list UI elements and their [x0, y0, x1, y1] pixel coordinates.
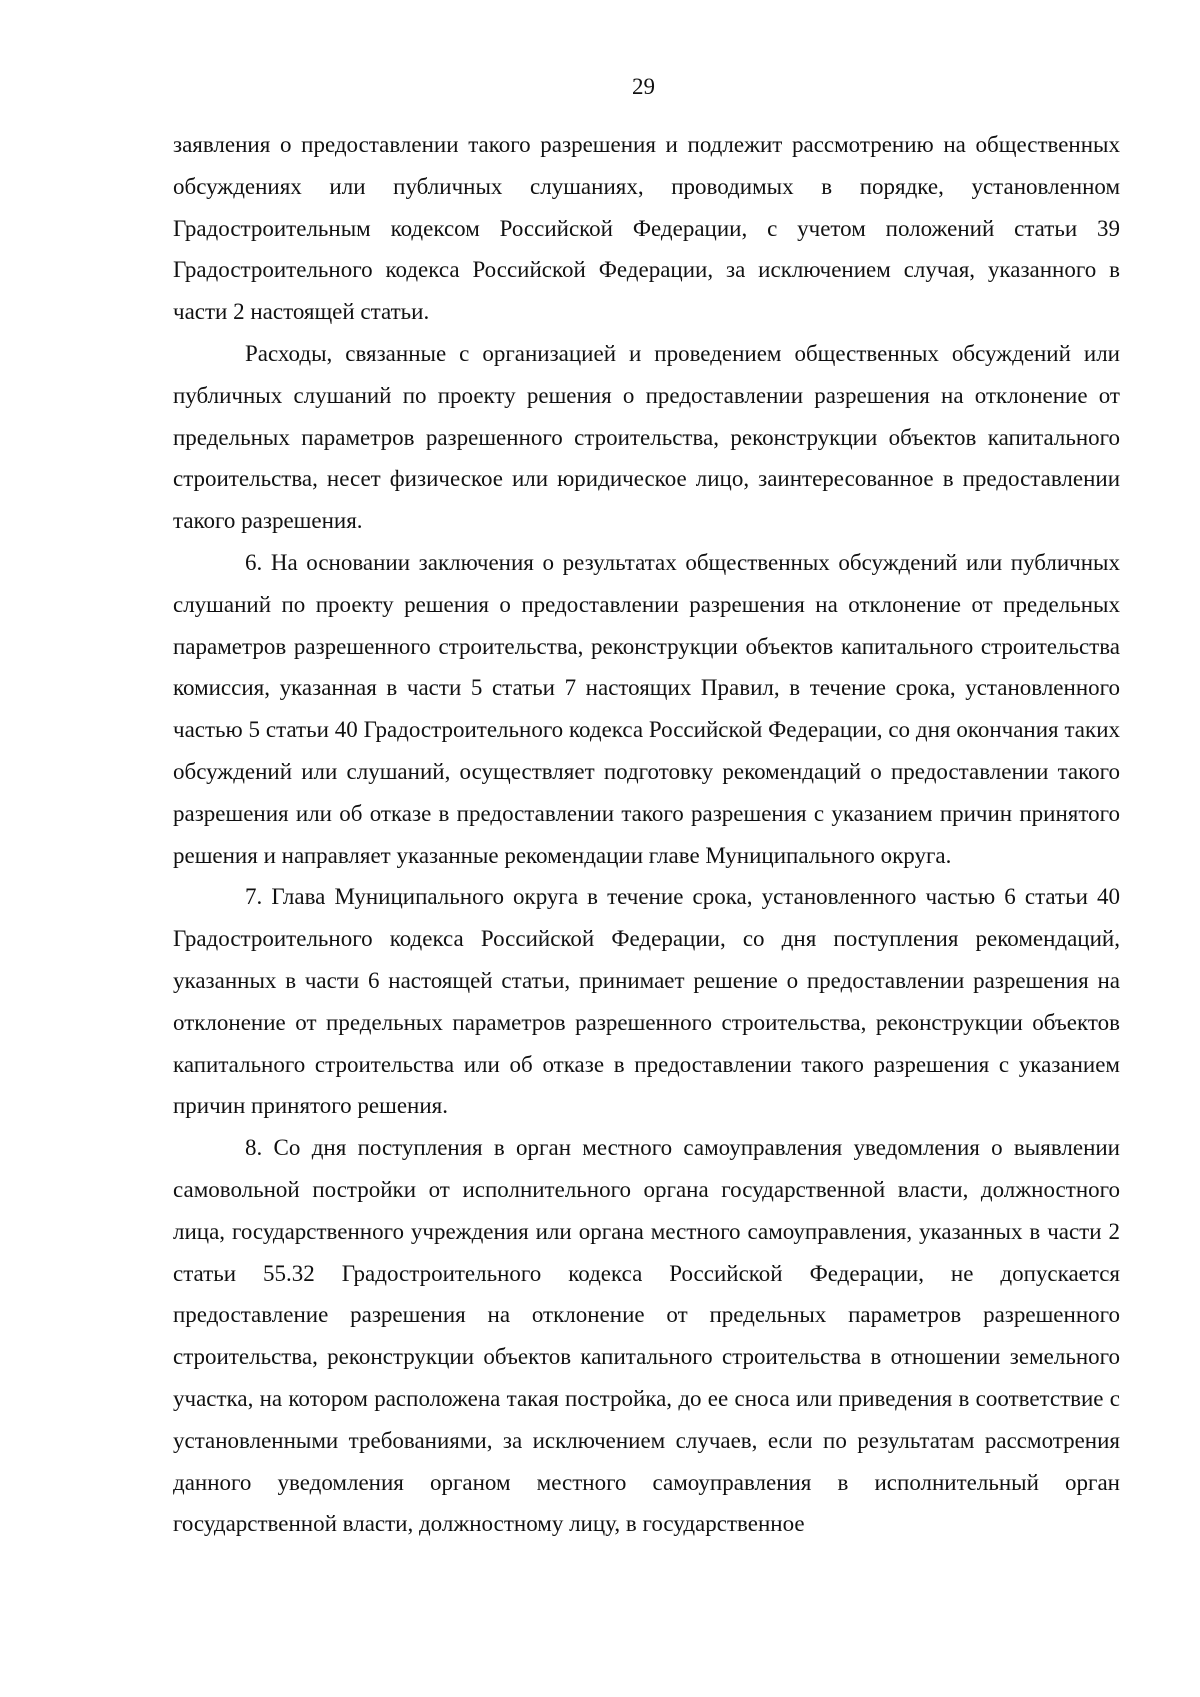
paragraph-continuation: заявления о предоставлении такого разрешения и подлежит рассмотрению на общественных обсуждениях или публичных слушаниях, проводимых в порядке, установленном Градостроительным кодексом Российской Федерации, с учетом положений статьи 39 Градостроительного кодекса Российской Федерации, за исключением случая, указанного в части 2 настоящей статьи. — [173, 132, 1120, 325]
paragraph-item-6: 6. На основании заключения о результатах общественных обсуждений или публичных слушаний по проекту решения о предоставлении разрешения на отклонение от предельных параметров разрешенного строительства, реконструкции объектов капитального строительства комиссия, указанная в части 5 статьи 7 настоящих Правил, в течение срока, установленного частью 5 статьи 40 Градостроительного кодекса Российской Федерации, со дня окончания таких обсуждений или слушаний, осуществляет подготовку рекомендаций о предоставлении такого разрешения или об отказе в предоставлении такого разрешения с указанием причин принятого решения и направляет указанные рекомендации главе Муниципального округа. — [173, 549, 1120, 868]
page-number: 29 — [632, 74, 655, 99]
paragraph-expenses: Расходы, связанные с организацией и проведением общественных обсуждений или публичных слушаний по проекту решения о предоставлении разрешения на отклонение от предельных параметров разрешенного строительства, реконструкции объектов капитального строительства, несет физическое или юридическое лицо, заинтересованное в предоставлении такого разрешения. — [173, 340, 1120, 534]
document-body — [173, 124, 1120, 1545]
paragraph-item-7: 7. Глава Муниципального округа в течение срока, установленного частью 6 статьи 40 Градостроительного кодекса Российской Федерации, со дня поступления рекомендаций, указанных в части 6 настоящей статьи, принимает решение о предоставлении разрешения на отклонение от предельных параметров разрешенного строительства, реконструкции объектов капитального строительства или об отказе в предоставлении такого разрешения с указанием причин принятого решения. — [173, 884, 1120, 1119]
paragraph-item-8: 8. Со дня поступления в орган местного самоуправления уведомления о выявлении самовольной постройки от исполнительного органа государственной власти, должностного лица, государственного учреждения или органа местного самоуправления, указанных в части 2 статьи 55.32 Градостроительного кодекса Российской Федерации, не допускается предоставление разрешения на отклонение от предельных параметров разрешенного строительства, реконструкции объектов капитального строительства в отношении земельного участка, на котором расположена такая постройка, до ее сноса или приведения в соответствие с установленными требованиями, за исключением случаев, если по результатам рассмотрения данного уведомления органом местного самоуправления в исполнительный орган государственной власти, должностному лицу, в государственное — [173, 1135, 1120, 1537]
